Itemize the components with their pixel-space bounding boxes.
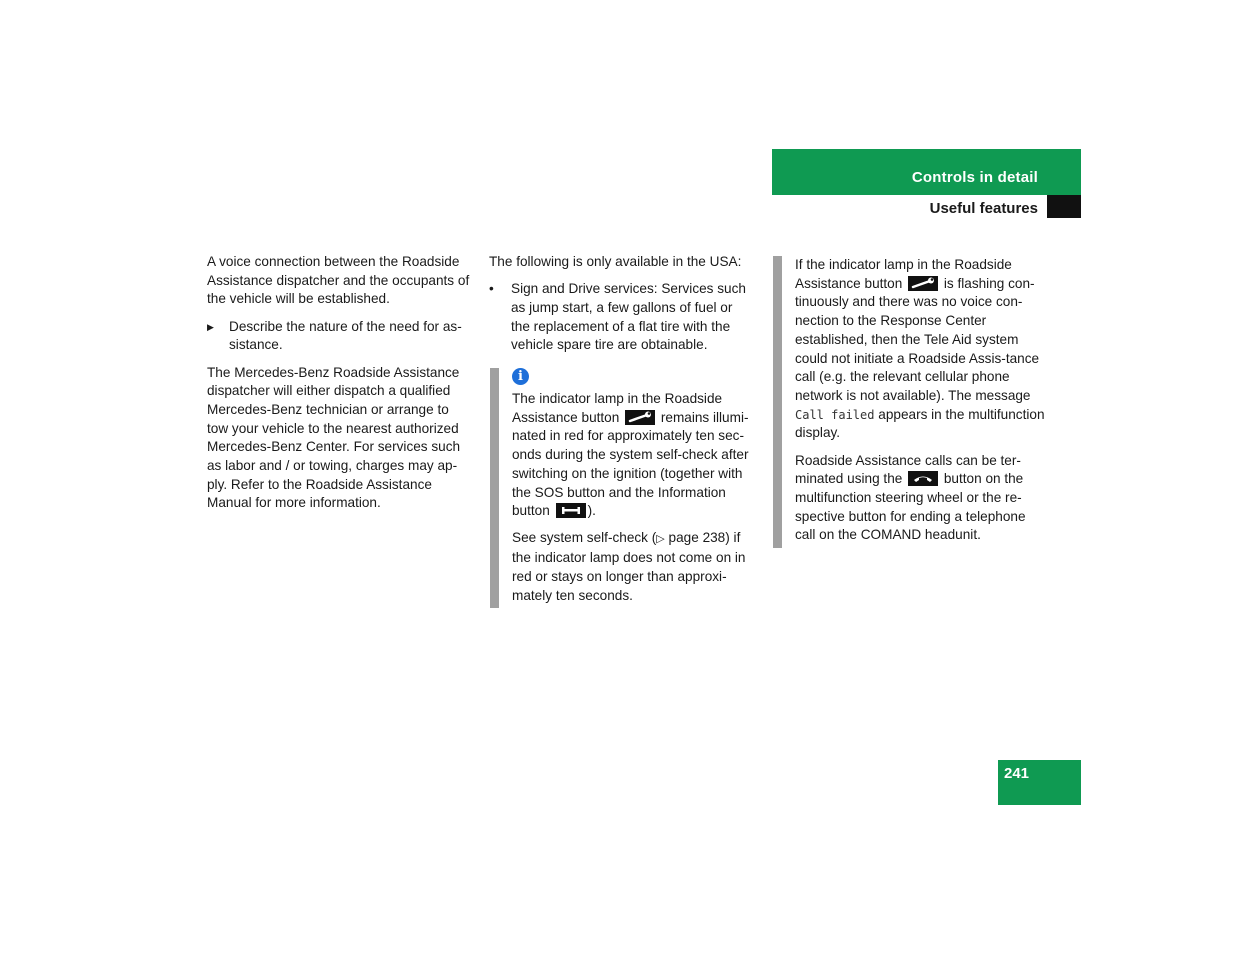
column-2 bbox=[489, 253, 755, 355]
body-text: button on the multifunction steering wheel or the re-spective button for ending a telephone call on the COMAND headunit. bbox=[795, 471, 1026, 543]
paragraph-terminate-call bbox=[795, 452, 1045, 546]
instruction-text: Describe the nature of the need for as-sistance. bbox=[229, 318, 462, 353]
column-1 bbox=[207, 253, 473, 522]
note-content bbox=[499, 368, 760, 608]
paragraph-voice-connection: A voice connection between the Roadside Assistance dispatcher and the occupants of the vehicle will be established. bbox=[207, 254, 470, 307]
note-bar bbox=[490, 368, 499, 608]
list-item-sign-and-drive bbox=[489, 280, 755, 355]
paragraph-dispatch: The Mercedes-Benz Roadside Assistance dispatcher will either dispatch a qualified Mercedes-Benz technician or arrange to tow your vehicle to the nearest authorized Mercedes-Benz Center. For services such as labor and / or towing, charges may ap-ply. Refer to the Roadside Assistance Manual for more information. bbox=[207, 364, 461, 511]
column-3-bar bbox=[773, 256, 782, 548]
info-icon: i bbox=[512, 368, 529, 385]
body-text: is flashing con-tinuously and there was no voice con-nection to the Response Center established, then the Tele Aid system could not initiate a Roadside Assis-tance call (e.g. the relevant cellular phone network is not available). The message bbox=[795, 275, 1040, 403]
info-button-icon bbox=[556, 503, 586, 518]
section-title: Controls in detail bbox=[911, 169, 1038, 186]
page-number: 241 bbox=[1004, 765, 1030, 782]
note-text: See system self-check ( bbox=[512, 530, 657, 546]
note-paragraph-lamp bbox=[512, 390, 760, 521]
end-call-icon bbox=[908, 471, 938, 486]
note-text: ). bbox=[587, 503, 596, 519]
subsection-marker bbox=[1047, 195, 1081, 218]
note-text: remains illumi-nated in red for approximately ten sec-onds during the system self-check after switching on the ignition (together with the SOS button and the Information button bbox=[512, 409, 749, 519]
wrench-button-icon bbox=[625, 410, 655, 425]
note-text: The indicator lamp in the Roadside Assistance button bbox=[512, 391, 723, 425]
body-text: appears in the multifunction display. bbox=[795, 406, 1045, 441]
arrow-right-icon: ▷ bbox=[656, 533, 665, 546]
wrench-button-icon bbox=[908, 276, 938, 291]
paragraph-usa-only: The following is only available in the USA: bbox=[489, 254, 742, 269]
subsection-header bbox=[772, 195, 1081, 218]
note-paragraph-self-check bbox=[512, 529, 760, 605]
paragraph-call-failed bbox=[795, 256, 1045, 443]
note-text: ) if the indicator lamp does not come on in red or stays on longer than approxi-mately ten seconds. bbox=[512, 530, 746, 603]
page-reference-link[interactable]: page 238 bbox=[668, 530, 726, 546]
triangle-bullet-icon: ▶ bbox=[207, 321, 214, 332]
instruction-step bbox=[207, 318, 473, 355]
list-item-text: Sign and Drive services: Services such as jump start, a few gallons of fuel or the replacement of a flat tire with the vehicle spare tire are obtainable. bbox=[511, 281, 746, 353]
column-3-box bbox=[773, 256, 1045, 548]
note-box bbox=[490, 368, 760, 608]
body-text: If the indicator lamp in the Roadside Assistance button bbox=[795, 257, 1012, 291]
page-number-box bbox=[998, 760, 1081, 805]
subsection-title: Useful features bbox=[929, 200, 1038, 217]
section-header-band bbox=[772, 149, 1081, 195]
column-3-content bbox=[782, 256, 1045, 548]
body-text: Roadside Assistance calls can be ter-minated using the bbox=[795, 452, 1021, 487]
display-message: Call failed bbox=[795, 407, 875, 422]
bullet-dot: • bbox=[489, 281, 494, 297]
